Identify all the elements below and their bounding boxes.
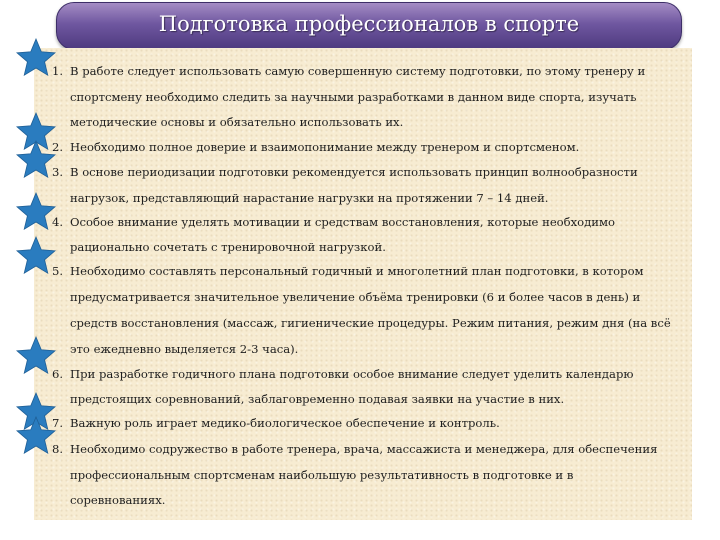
list-item-text: средств восстановления (массаж, гигиенические процедуры. Режим питания, режим дня (на всё bbox=[70, 316, 671, 330]
list-item-text: В основе периодизации подготовки рекомендуется использовать принцип волнообразности bbox=[70, 165, 638, 179]
list-item-text: предусматривается значительное увеличение объёма тренировки (6 и более часов в день) и bbox=[70, 290, 641, 304]
list-item-line bbox=[0, 134, 720, 160]
star-icon bbox=[16, 192, 56, 232]
star-icon bbox=[16, 38, 56, 78]
list-item-number: 4. bbox=[52, 215, 64, 229]
list-item-line bbox=[0, 386, 720, 412]
list-item-number: 7. bbox=[52, 416, 64, 430]
list-item-text: Необходимо содружество в работе тренера, врача, массажиста и менеджера, для обеспечения bbox=[70, 442, 658, 456]
list-item-line bbox=[0, 284, 720, 310]
list-item-text: рационально сочетать с тренировочной нагрузкой. bbox=[70, 240, 386, 254]
list-item-text: спортсмену необходимо следить за научными разработками в данном виде спорта, изучать bbox=[70, 90, 637, 104]
list-item-text: Необходимо составлять персональный годичный и многолетний план подготовки, в котором bbox=[70, 264, 644, 278]
list-item-text: профессиональным спортсменам наибольшую результативность в подготовке и в bbox=[70, 468, 574, 482]
star-icon bbox=[16, 416, 56, 456]
list-item-line bbox=[0, 310, 720, 336]
list-item-text: В работе следует использовать самую совершенную систему подготовки, по этому тренеру и bbox=[70, 64, 646, 78]
list-item-number: 5. bbox=[52, 264, 64, 278]
list-item-text: Необходимо полное доверие и взаимопонимание между тренером и спортсменом. bbox=[70, 140, 580, 154]
list-item-line bbox=[0, 258, 720, 284]
list-item-line bbox=[0, 361, 720, 387]
list-item-line bbox=[0, 109, 720, 135]
star-icon bbox=[16, 140, 56, 180]
list-item-text: Важную роль играет медико-биологическое обеспечение и контроль. bbox=[70, 416, 500, 430]
star-icon bbox=[16, 336, 56, 376]
list-item-line bbox=[0, 209, 720, 235]
list-item-number: 8. bbox=[52, 442, 64, 456]
list-item-text: методические основы и обязательно использовать их. bbox=[70, 115, 404, 129]
list-item-number: 3. bbox=[52, 165, 64, 179]
page-title: Подготовка профессионалов в спорте bbox=[158, 12, 580, 36]
title-banner bbox=[56, 2, 682, 50]
star-icon bbox=[16, 236, 56, 276]
list-item-text: предстоящих соревнований, заблаговременно подавая заявки на участие в них. bbox=[70, 392, 565, 406]
list-item-number: 2. bbox=[52, 140, 64, 154]
list-item-number: 1. bbox=[52, 64, 64, 78]
list-item-text: это ежедневно выделяется 2-3 часа). bbox=[70, 342, 299, 356]
list-item-line bbox=[0, 159, 720, 185]
list-item-line bbox=[0, 462, 720, 488]
list-item-line bbox=[0, 234, 720, 260]
list-item-text: При разработке годичного плана подготовки особое внимание следует уделить календарю bbox=[70, 367, 634, 381]
list-item-number: 6. bbox=[52, 367, 64, 381]
list-item-line bbox=[0, 436, 720, 462]
list-item-text: соревнованиях. bbox=[70, 493, 166, 507]
list-item-line bbox=[0, 58, 720, 84]
list-item-line bbox=[0, 185, 720, 211]
list-item-line bbox=[0, 84, 720, 110]
list-item-line bbox=[0, 487, 720, 513]
list-item-text: нагрузок, представляющий нарастание нагрузки на протяжении 7 – 14 дней. bbox=[70, 191, 549, 205]
list-item-line bbox=[0, 336, 720, 362]
list-item-line bbox=[0, 410, 720, 436]
list-item-text: Особое внимание уделять мотивации и средствам восстановления, которые необходимо bbox=[70, 215, 616, 229]
